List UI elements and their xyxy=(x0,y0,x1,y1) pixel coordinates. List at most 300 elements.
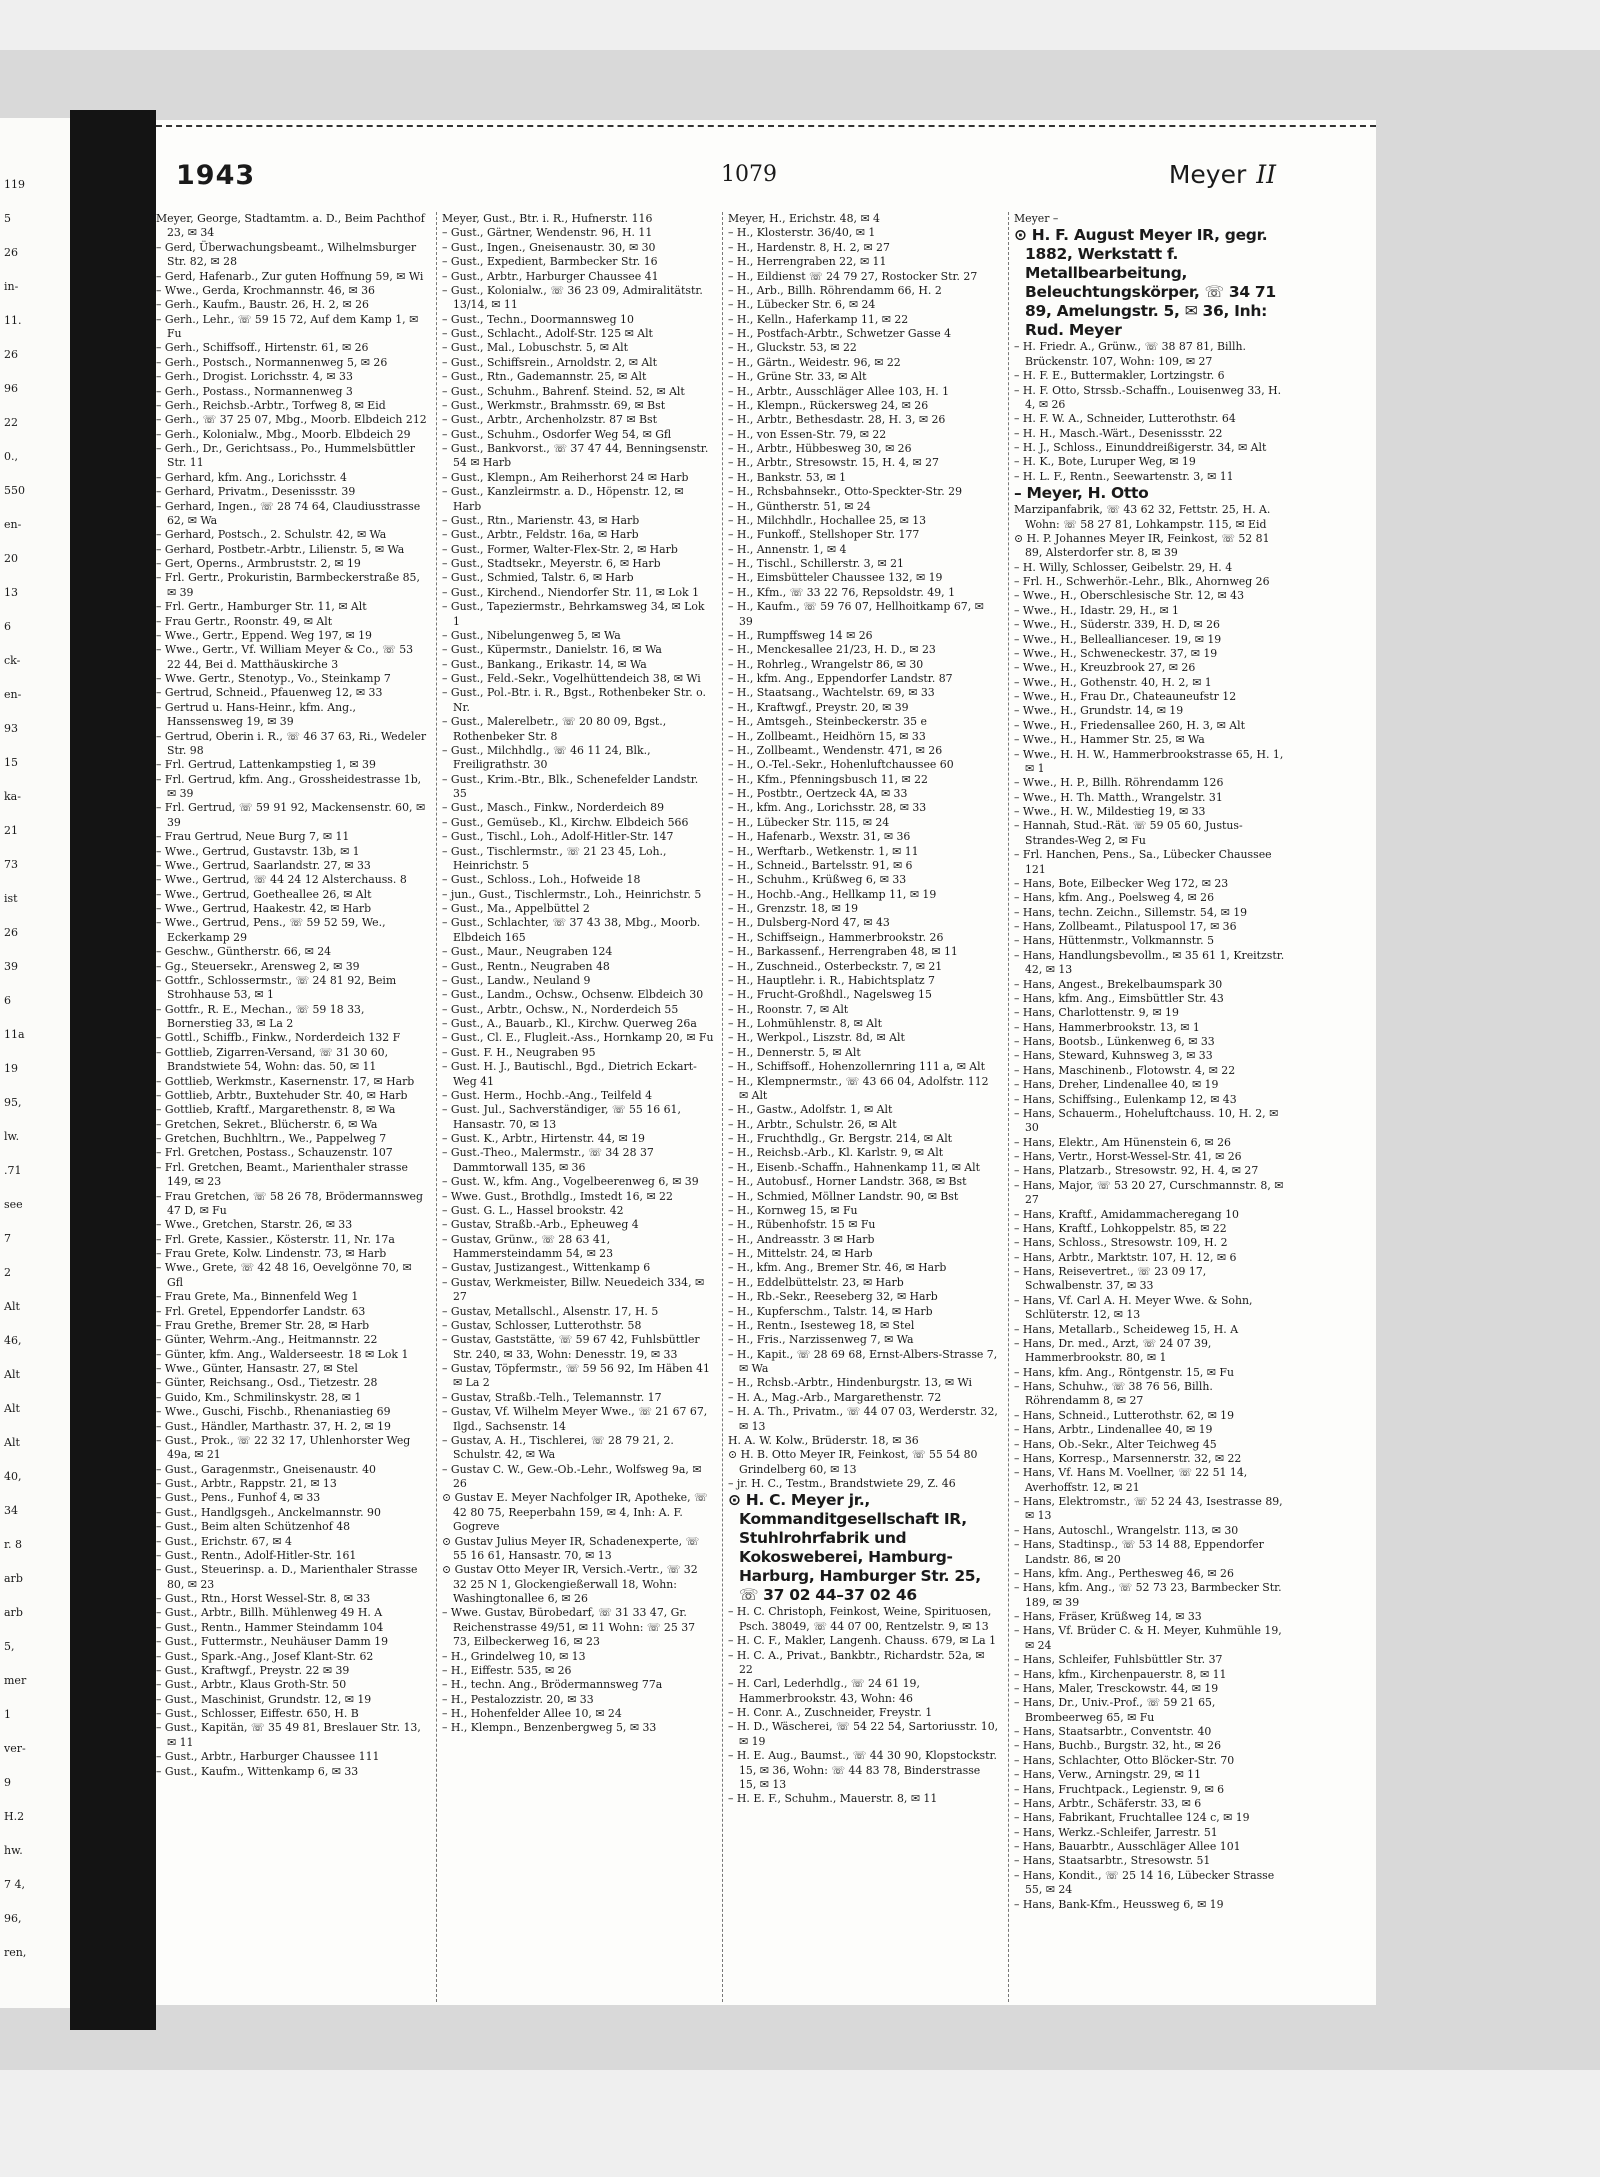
directory-entry: – Gertrud u. Hans-Heinr., kfm. Ang., Hanssensweg 19, ✉ 39 xyxy=(156,700,356,729)
page-year: 1943 xyxy=(176,160,256,191)
directory-entry: – H. Friedr. A., Grünw., ☏ 38 87 81, Billh. Brückenstr. 107, Wohn: 109, ✉ 27 xyxy=(1014,340,1246,368)
directory-entry: – H., Andreasstr. 3 ✉ Harb xyxy=(728,1232,875,1246)
directory-entry: – Gerh., Kolonialw., Mbg., Moorb. Elbdeich 29 xyxy=(156,427,411,441)
directory-entry: – Gustav, Vf. Wilhelm Meyer Wwe., ☏ 21 67 67, Ilgd., Sachsenstr. 14 xyxy=(442,1405,708,1433)
directory-entry: – Wwe., Guschi, Fischb., Rhenaniastieg 69 xyxy=(156,1405,391,1419)
directory-entry: – Gust., Kaufm., Wittenkamp 6, ✉ 33 xyxy=(156,1764,359,1778)
directory-entry: – Gust., Schlachter, ☏ 37 43 38, Mbg., Moorb. Elbdeich 165 xyxy=(442,916,701,944)
directory-entry: – Gust., Arbtr., Harburger Chaussee 41 xyxy=(442,269,659,283)
directory-entry: – Hans, kfm. Ang., Eimsbüttler Str. 43 xyxy=(1014,991,1224,1005)
directory-entry: – Hans, Vf. Brüder C. & H. Meyer, Kuhmühle 19, ✉ 24 xyxy=(1014,1624,1282,1652)
directory-entry: – Gust. Jul., Sachverständiger, ☏ 55 16 61, Hansastr. 70, ✉ 13 xyxy=(442,1103,681,1131)
directory-entry: – Gustav, Straßb.-Telh., Telemannstr. 17 xyxy=(442,1390,662,1404)
directory-entry: – H., Hauptlehr. i. R., Habichtsplatz 7 xyxy=(728,973,935,987)
directory-entry: – Gertrud, Oberin i. R., ☏ 46 37 63, Ri., Wedeler Str. 98 xyxy=(156,729,427,757)
directory-entry: – Gust., Spark.-Ang., Josef Klant-Str. 62 xyxy=(156,1649,374,1663)
directory-entry: – H., Werkpol., Liszstr. 8d, ✉ Alt xyxy=(728,1031,905,1045)
directory-entry: – Gustav, Metallschl., Alsenstr. 17, H. 5 xyxy=(442,1304,659,1318)
directory-entry: – H., Autobusf., Horner Landstr. 368, ✉ Bst xyxy=(728,1175,967,1189)
directory-entry: – Gottlieb, Werkmstr., Kasernenstr. 17, ✉ Harb xyxy=(156,1074,415,1088)
left-page-fragment: H.2 xyxy=(4,1810,25,1823)
directory-entry: – Hans, Ob.-Sekr., Alter Teichweg 45 xyxy=(1014,1437,1217,1451)
directory-entry: – H., Grüne Str. 33, ✉ Alt xyxy=(728,370,867,384)
directory-entry: – Hans, Angest., Brekelbaumspark 30 xyxy=(1014,977,1223,991)
directory-entry: – Gust., A., Bauarb., Kl., Kirchw. Querweg 26a xyxy=(442,1017,697,1030)
directory-entry: – Gert, Operns., Armbruststr. 2, ✉ 19 xyxy=(156,557,361,570)
left-page-fragment: ren, xyxy=(4,1946,27,1959)
left-page-fragment: 5 xyxy=(4,212,11,225)
left-page-fragment: 11. xyxy=(4,314,22,327)
directory-entry: – Frau Grethe, Bremer Str. 28, ✉ Harb xyxy=(156,1318,370,1332)
directory-entry: – H. H., Masch.-Wärt., Desenissstr. 22 xyxy=(1014,426,1223,440)
directory-entry: – Hans, Maler, Tresckowstr. 44, ✉ 19 xyxy=(1014,1681,1219,1695)
left-page-fragment: 26 xyxy=(4,926,18,939)
directory-entry: Meyer – xyxy=(1014,212,1059,225)
directory-entry: – H., Kelln., Haferkamp 11, ✉ 22 xyxy=(728,312,909,326)
directory-entry: – Hans, Staatsarbtr., Conventstr. 40 xyxy=(1014,1725,1212,1738)
page-number: 1079 xyxy=(721,162,777,187)
directory-entry: – Wwe., Gertrud, ☏ 44 24 12 Alsterchauss. 8 xyxy=(156,873,407,887)
page-header xyxy=(176,160,1276,200)
directory-entry: – Wwe., H., Süderstr. 339, H. D, ✉ 26 xyxy=(1014,618,1220,632)
directory-entry: – Frl. Gretchen, Postass., Schauzenstr. 107 xyxy=(156,1146,393,1160)
directory-entry: – Hans, Elektromstr., ☏ 52 24 43, Isestrasse 89, ✉ 13 xyxy=(1014,1495,1283,1523)
directory-entry: – H. E. F., Schuhm., Mauerstr. 8, ✉ 11 xyxy=(728,1792,938,1806)
directory-entry: – jr. H. C., Testm., Brandstwiete 29, Z. 46 xyxy=(728,1477,956,1490)
directory-entry: – H., Schneid., Bartelsstr. 91, ✉ 6 xyxy=(728,858,913,872)
column-divider xyxy=(722,212,723,2002)
directory-entry: – H., Herrengraben 22, ✉ 11 xyxy=(728,255,887,269)
left-page-fragment: 9 xyxy=(4,1776,11,1789)
directory-entry: – Gust., Mal., Lobuschstr. 5, ✉ Alt xyxy=(442,341,629,355)
directory-entry: – Gust., Arbtr., Feldstr. 16a, ✉ Harb xyxy=(442,528,639,542)
directory-entry: – Gust., Bankvorst., ☏ 37 47 44, Benningsenstr. 54 ✉ Harb xyxy=(442,442,709,470)
directory-entry: – Gust., Maur., Neugraben 124 xyxy=(442,945,613,959)
directory-entry: – H. K., Bote, Luruper Weg, ✉ 19 xyxy=(1014,455,1196,469)
directory-entry: – Hans, Verw., Arningstr. 29, ✉ 11 xyxy=(1014,1768,1202,1782)
directory-entry: – Gust., Rentn., Neugraben 48 xyxy=(442,959,610,973)
left-page-fragment: r. 8 xyxy=(4,1538,23,1551)
directory-entry: – Hans, kfm. Ang., Poelsweg 4, ✉ 26 xyxy=(1014,891,1214,905)
left-page-fragment: ist xyxy=(4,892,18,905)
directory-entry: – Frl. Gertr., Prokuristin, Barmbeckerstraße 85, ✉ 39 xyxy=(156,571,420,599)
directory-entry: – Gottlieb, Zigarren-Versand, ☏ 31 30 60, Brandstwiete 54, Wohn: das. 50, ✉ 11 xyxy=(156,1045,389,1074)
directory-entry: – H. A., Mag.-Arb., Margarethenstr. 72 xyxy=(728,1390,942,1404)
left-page-fragment: 7 xyxy=(4,1232,11,1245)
left-page-fragment: 0., xyxy=(4,450,18,463)
directory-entry: – Hans, Major, ☏ 53 20 27, Curschmannstr. 8, ✉ 27 xyxy=(1014,1178,1284,1207)
left-page-fragment: 96, xyxy=(4,1912,22,1925)
column-divider xyxy=(1008,212,1009,2002)
directory-entry: – H., Fris., Narzissenweg 7, ✉ Wa xyxy=(728,1333,914,1347)
directory-entry: – Hans, Buchb., Burgstr. 32, ht., ✉ 26 xyxy=(1014,1739,1222,1753)
directory-entry: – Gustav, Werkmeister, Billw. Neuedeich 334, ✉ 27 xyxy=(442,1275,705,1304)
running-title xyxy=(1169,160,1276,189)
directory-entry: – H. C. A., Privat., Bankbtr., Richardstr. 52a, ✉ 22 xyxy=(728,1648,985,1676)
directory-entry: – Gustav, Grünw., ☏ 28 63 41, Hammersteindamm 54, ✉ 23 xyxy=(442,1232,614,1260)
scan-margin-bottom xyxy=(0,2070,1600,2177)
directory-entry: – Wwe., Gertr., Eppend. Weg 197, ✉ 19 xyxy=(156,628,372,642)
directory-entry: – H., Eiffestr. 535, ✉ 26 xyxy=(442,1663,572,1677)
directory-entry: – H., Kornweg 15, ✉ Fu xyxy=(728,1203,858,1217)
left-page-fragment: 21 xyxy=(4,824,18,837)
directory-entry: – H., Staatsang., Wachtelstr. 69, ✉ 33 xyxy=(728,686,935,700)
directory-entry: – H., O.-Tel.-Sekr., Hohenluftchaussee 60 xyxy=(728,758,954,772)
directory-entry: – Wwe. Gertr., Stenotyp., Vo., Steinkamp 7 xyxy=(156,672,391,685)
directory-entry: – Wwe. Gustav, Bürobedarf, ☏ 31 33 47, Gr. Reichenstrasse 49/51, ✉ 11 Wohn: ☏ 25 37 73, Eilbeckerweg 16, ✉ 23 xyxy=(442,1606,696,1649)
directory-entry: – Wwe., H. P., Billh. Röhrendamm 126 xyxy=(1014,776,1224,790)
left-page-fragment: Alt xyxy=(4,1300,20,1313)
directory-entry: – H. F. E., Buttermakler, Lortzingstr. 6 xyxy=(1014,369,1225,383)
directory-entry: – Frl. H., Schwerhör.-Lehr., Blk., Ahornweg 26 xyxy=(1014,575,1270,588)
directory-entry: – H., Rchsb.-Arbtr., Hindenburgstr. 13, ✉ Wi xyxy=(728,1376,972,1390)
directory-entry: – Geschw., Güntherstr. 66, ✉ 24 xyxy=(156,945,332,959)
directory-entry: – H., Arbtr., Schulstr. 26, ✉ Alt xyxy=(728,1117,897,1131)
directory-entry: – Hans, Kondit., ☏ 25 14 16, Lübecker Strasse 55, ✉ 24 xyxy=(1014,1868,1275,1897)
left-page-fragment: 39 xyxy=(4,960,18,973)
directory-entry: – H. Willy, Schlosser, Geibelstr. 29, H. 4 xyxy=(1014,560,1233,574)
directory-entry: – Wwe., H. H. W., Hammerbrookstrasse 65, H. 1, ✉ 1 xyxy=(1014,747,1284,775)
directory-entry: – H., Klempn., Benzenbergweg 5, ✉ 33 xyxy=(442,1721,657,1735)
directory-entry: – H., kfm. Ang., Lorichsstr. 28, ✉ 33 xyxy=(728,801,927,815)
directory-entry: – Hans, Schuhw., ☏ 38 76 56, Billh. Röhrendamm 8, ✉ 27 xyxy=(1014,1380,1213,1408)
directory-entry: ⊙ H. C. Meyer jr., Kommanditgesellschaft IR, Stuhlrohrfabrik und Kokosweberei, Hamburg-Harburg, Hamburger Str. 25, ☏ 37 02 44–37 02 46 xyxy=(728,1491,981,1605)
directory-entry: – Hans, Arbtr., Schäferstr. 33, ✉ 6 xyxy=(1014,1796,1202,1810)
directory-entry: – H., kfm. Ang., Bremer Str. 46, ✉ Harb xyxy=(728,1261,947,1275)
directory-entry: – Gottfr., Schlossermstr., ☏ 24 81 92, Beim Strohhause 53, ✉ 1 xyxy=(156,973,397,1002)
directory-entry: – Gerd, Hafenarb., Zur guten Hoffnung 59, ✉ Wi xyxy=(156,269,424,283)
directory-entry: – Hans, Platzarb., Stresowstr. 92, H. 4, ✉ 27 xyxy=(1014,1164,1259,1178)
left-page-fragment: 26 xyxy=(4,348,18,361)
directory-entry: – H., Bankstr. 53, ✉ 1 xyxy=(728,470,847,484)
directory-entry: – Hans, Schiffsing., Eulenkamp 12, ✉ 43 xyxy=(1014,1092,1237,1106)
left-page-fragment: 15 xyxy=(4,756,18,769)
directory-entry: – Gertrud, Schneid., Pfauenweg 12, ✉ 33 xyxy=(156,686,383,700)
directory-entry: – Gust., Rtn., Marienstr. 43, ✉ Harb xyxy=(442,513,640,527)
directory-entry: – Gust., Schloss., Loh., Hofweide 18 xyxy=(442,873,641,887)
directory-entry: – Hans, Elektr., Am Hünenstein 6, ✉ 26 xyxy=(1014,1135,1231,1149)
directory-entry: – Wwe., H., Friedensallee 260, H. 3, ✉ Alt xyxy=(1014,718,1245,732)
page-top-rule xyxy=(156,125,1376,127)
directory-entry: – Gust., Landm., Ochsw., Ochsenw. Elbdeich 30 xyxy=(442,988,704,1002)
directory-entry: – Hans, Metallarb., Scheideweg 15, H. A xyxy=(1014,1322,1239,1336)
directory-entry: – Gust., Steuerinsp. a. D., Marienthaler Strasse 80, ✉ 23 xyxy=(156,1563,418,1591)
left-page-fragment: .71 xyxy=(4,1164,22,1177)
directory-entry: – Gust., Arbtr., Billh. Mühlenweg 49 H. A xyxy=(156,1606,383,1620)
directory-entry: – Gerhard, Privatm., Desenissstr. 39 xyxy=(156,485,356,499)
directory-entry: – Hans, Bote, Eilbecker Weg 172, ✉ 23 xyxy=(1014,876,1229,890)
directory-entry: – H., Schmied, Möllner Landstr. 90, ✉ Bst xyxy=(728,1189,959,1203)
directory-entry: – Hannah, Stud.-Rät. ☏ 59 05 60, Justus-Strandes-Weg 2, ✉ Fu xyxy=(1014,819,1243,847)
directory-entry: – Hans, Schauerm., Hoheluftchauss. 10, H. 2, ✉ 30 xyxy=(1014,1106,1279,1135)
directory-entry: – Gust., Garagenmstr., Gneisenaustr. 40 xyxy=(156,1462,376,1476)
directory-entry: – H., Rentn., Isesteweg 18, ✉ Stel xyxy=(728,1318,915,1332)
directory-entry: – Hans, techn. Zeichn., Sillemstr. 54, ✉ 19 xyxy=(1014,905,1248,919)
directory-entry: – H., Rb.-Sekr., Reeseberg 32, ✉ Harb xyxy=(728,1290,938,1304)
directory-entry: – H., Klosterstr. 36/40, ✉ 1 xyxy=(728,226,876,240)
directory-entry: – Gust., Händler, Marthastr. 37, H. 2, ✉ 19 xyxy=(156,1419,391,1433)
directory-entry: – Gust., Schmied, Talstr. 6, ✉ Harb xyxy=(442,571,634,585)
directory-entry: – H., Roonstr. 7, ✉ Alt xyxy=(728,1002,849,1016)
left-page-fragment: arb xyxy=(4,1606,23,1619)
directory-entry: – Gust., Rentn., Adolf-Hitler-Str. 161 xyxy=(156,1548,357,1562)
directory-entry: – Gerh., ☏ 37 25 07, Mbg., Moorb. Elbdeich 212 xyxy=(156,413,427,427)
left-page-fragment: see xyxy=(4,1198,23,1211)
directory-entry: – Gerh., Lehr., ☏ 59 15 72, Auf dem Kamp 1, ✉ Fu xyxy=(156,312,419,340)
directory-entry: – Gerhard, kfm. Ang., Lorichsstr. 4 xyxy=(156,470,347,484)
directory-entry: – H., Hardenstr. 8, H. 2, ✉ 27 xyxy=(728,240,890,254)
directory-entry: – H., Eildienst ☏ 24 79 27, Rostocker Str. 27 xyxy=(728,269,978,283)
directory-entry: – Gerh., Drogist. Lorichsstr. 4, ✉ 33 xyxy=(156,370,353,384)
directory-entry: – Hans, Dr. med., Arzt, ☏ 24 07 39, Hammerbrookstr. 80, ✉ 1 xyxy=(1014,1336,1212,1365)
directory-entry: – H., Gluckstr. 53, ✉ 22 xyxy=(728,341,857,355)
directory-entry: – Wwe., H., Belleallianceser. 19, ✉ 19 xyxy=(1014,632,1222,646)
directory-entry: – Hans, Handlungsbevollm., ✉ 35 61 1, Kreitzstr. 42, ✉ 13 xyxy=(1014,948,1285,977)
left-page-fragment: ver- xyxy=(4,1742,26,1755)
directory-entry: – H., Zollbeamt., Wendenstr. 471, ✉ 26 xyxy=(728,743,943,757)
directory-entry: – Frl. Gertrud, kfm. Ang., Grossheidestrasse 1b, ✉ 39 xyxy=(156,772,422,800)
directory-entry: – Gust., Stadtsekr., Meyerstr. 6, ✉ Harb xyxy=(442,557,661,570)
directory-entry: – Hans, kfm. Ang., Röntgenstr. 15, ✉ Fu xyxy=(1014,1365,1234,1379)
directory-entry: – Gust., Werkmstr., Brahmsstr. 69, ✉ Bst xyxy=(442,398,666,412)
directory-entry: – H., Arbtr., Stresowstr. 15, H. 4, ✉ 27 xyxy=(728,456,939,470)
directory-entry: – Gust., Klempn., Am Reiherhorst 24 ✉ Harb xyxy=(442,470,689,484)
directory-entry: – Gust., Nibelungenweg 5, ✉ Wa xyxy=(442,628,621,642)
directory-entry: – Gustav, Straßb.-Arb., Epheuweg 4 xyxy=(442,1218,639,1232)
directory-entry: – Gust., Schlosser, Eiffestr. 650, H. B xyxy=(156,1707,359,1720)
directory-entry: – Frau Gertr., Roonstr. 49, ✉ Alt xyxy=(156,614,333,628)
directory-entry: – Gretchen, Sekret., Blücherstr. 6, ✉ Wa xyxy=(156,1117,378,1131)
directory-entry: – Gust., Kanzleirmstr. a. D., Höpenstr. 12, ✉ Harb xyxy=(442,485,684,513)
directory-entry: – Gerh., Postsch., Normannenweg 5, ✉ 26 xyxy=(156,355,388,369)
directory-entry: – Gust. Herm., Hochb.-Ang., Teilfeld 4 xyxy=(442,1088,653,1102)
directory-entry: – Wwe., Gertrud, Haakestr. 42, ✉ Harb xyxy=(156,902,372,915)
directory-entry: – Gust., Erichstr. 67, ✉ 4 xyxy=(156,1534,292,1548)
left-page-fragment: Alt xyxy=(4,1402,20,1415)
column-3 xyxy=(728,212,1000,1807)
directory-entry: – Gust.-Theo., Malermstr., ☏ 34 28 37 Dammtorwall 135, ✉ 36 xyxy=(442,1146,654,1174)
left-page-fragment: in- xyxy=(4,280,19,293)
directory-entry: – H. F. Otto, Strssb.-Schaffn., Louisenweg 33, H. 4, ✉ 26 xyxy=(1014,383,1282,411)
directory-entry: – Hans, kfm. Ang., ☏ 52 73 23, Barmbecker Str. 189, ✉ 39 xyxy=(1014,1581,1282,1609)
directory-entry: – Wwe., Gertrud, Gustavstr. 13b, ✉ 1 xyxy=(156,844,360,858)
directory-entry: – Gottlieb, Arbtr., Buxtehuder Str. 40, ✉ Harb xyxy=(156,1088,408,1102)
left-page-fragment: 93 xyxy=(4,722,18,735)
directory-entry: – Gust. W., kfm. Ang., Vogelbeerenweg 6, ✉ 39 xyxy=(442,1175,699,1189)
directory-entry: – Gottl., Schiffb., Finkw., Norderdeich 132 F xyxy=(156,1031,401,1045)
directory-entry: – Gustav, Schlosser, Lutterothstr. 58 xyxy=(442,1318,642,1332)
directory-entry: – H., Arb., Billh. Röhrendamm 66, H. 2 xyxy=(728,283,942,297)
column-1 xyxy=(156,212,428,1779)
directory-entry: – Gust., Milchhdlg., ☏ 46 11 24, Blk., Freiligrathstr. 30 xyxy=(442,743,651,772)
directory-entry: – Gust., Tapeziermstr., Behrkamsweg 34, ✉ Lok 1 xyxy=(442,600,705,628)
directory-entry: – Gustav, A. H., Tischlerei, ☏ 28 79 21, 2. Schulstr. 42, ✉ Wa xyxy=(442,1433,674,1462)
directory-entry: – Wwe., Grete, ☏ 42 48 16, Oevelgönne 70, ✉ Gfl xyxy=(156,1261,412,1289)
left-page-fragment: 7 4, xyxy=(4,1878,25,1891)
directory-entry: – H., Kfm., ☏ 33 22 76, Repsoldstr. 49, 1 xyxy=(728,585,955,599)
directory-entry: – Frl. Gertrud, Lattenkampstieg 1, ✉ 39 xyxy=(156,758,376,772)
directory-entry: – Gust., Kraftwgf., Preystr. 22 ✉ 39 xyxy=(156,1663,350,1677)
directory-entry: – Wwe., Gertrud, Saarlandstr. 27, ✉ 33 xyxy=(156,858,371,872)
directory-entry: – H., Pestalozzistr. 20, ✉ 33 xyxy=(442,1692,594,1706)
directory-entry: – Wwe., H. W., Mildestieg 19, ✉ 33 xyxy=(1014,805,1206,818)
directory-entry: – Hans, Dreher, Lindenallee 40, ✉ 19 xyxy=(1014,1078,1219,1092)
directory-entry: – Wwe., Gertr., Vf. William Meyer & Co., ☏ 53 22 44, Bei d. Matthäuskirche 3 xyxy=(156,643,414,671)
directory-entry: – Gust., Gemüseb., Kl., Kirchw. Elbdeich 566 xyxy=(442,815,689,829)
left-page-fragment: 119 xyxy=(4,178,25,191)
directory-entry: – Gerh., Dr., Gerichtsass., Po., Hummelsbüttler Str. 11 xyxy=(156,442,415,470)
directory-entry: – Gerh., Reichsb.-Arbtr., Torfweg 8, ✉ Eid xyxy=(156,398,386,412)
directory-entry: – Gustav, Justizangest., Wittenkamp 6 xyxy=(442,1261,651,1275)
directory-entry: – Hans, Zollbeamt., Pilatuspool 17, ✉ 36 xyxy=(1014,920,1237,933)
directory-entry: – Gust., Arbtr., Harburger Chaussee 111 xyxy=(156,1750,380,1764)
directory-entry: – Gust., Bankang., Erikastr. 14, ✉ Wa xyxy=(442,657,647,671)
directory-entry: ⊙ H. B. Otto Meyer IR, Feinkost, ☏ 55 54 80 Grindelberg 60, ✉ 13 xyxy=(728,1448,978,1476)
directory-entry: – Gerh., Kaufm., Baustr. 26, H. 2, ✉ 26 xyxy=(156,298,369,312)
directory-entry: – Hans, Hammerbrookstr. 13, ✉ 1 xyxy=(1014,1020,1200,1034)
directory-entry: – Gust., Futtermstr., Neuhäuser Damm 19 xyxy=(156,1635,389,1649)
directory-entry: – Hans, kfm. Ang., Perthesweg 46, ✉ 26 xyxy=(1014,1566,1234,1580)
left-page-fragment: 95, xyxy=(4,1096,22,1109)
directory-entry: – Wwe., H., Kreuzbrook 27, ✉ 26 xyxy=(1014,661,1196,675)
directory-entry: – Meyer, H. Otto xyxy=(1014,484,1149,503)
directory-entry: Meyer, H., Erichstr. 48, ✉ 4 xyxy=(728,212,880,225)
directory-entry: – Wwe., H., Schweneckestr. 37, ✉ 19 xyxy=(1014,646,1218,660)
left-page-fragment: 34 xyxy=(4,1504,18,1517)
directory-entry: – H., Kraftwgf., Preystr. 20, ✉ 39 xyxy=(728,700,909,714)
directory-entry: ⊙ H. P. Johannes Meyer IR, Feinkost, ☏ 52 81 89, Alsterdorfer str. 8, ✉ 39 xyxy=(1014,531,1270,560)
directory-entry: – Gust. K., Arbtr., Hirtenstr. 44, ✉ 19 xyxy=(442,1132,645,1145)
directory-entry: – Hans, Bauarbtr., Ausschläger Allee 101 xyxy=(1014,1840,1241,1853)
directory-entry: – H., kfm. Ang., Eppendorfer Landstr. 87 xyxy=(728,672,953,685)
directory-entry: – H. F. W. A., Schneider, Lutterothstr. 64 xyxy=(1014,412,1236,426)
directory-entry: – Hans, kfm., Kirchenpauerstr. 8, ✉ 11 xyxy=(1014,1667,1227,1681)
directory-entry: – Hans, Reisevertret., ☏ 23 09 17, Schwalbenstr. 37, ✉ 33 xyxy=(1014,1265,1207,1293)
directory-entry: – H., Eddelbüttelstr. 23, ✉ Harb xyxy=(728,1275,904,1289)
directory-entry: Marzipanfabrik, ☏ 43 62 32, Fettstr. 25, H. A. Wohn: ☏ 58 27 81, Lohkampstr. 115, ✉ Eid xyxy=(1014,503,1271,531)
directory-entry: – Gust., Schuhm., Bahrenf. Steind. 52, ✉ Alt xyxy=(442,384,685,398)
directory-entry: ⊙ H. F. August Meyer IR, gegr. 1882, Werkstatt f. Metallbearbeitung, Beleuchtungskörper, ☏ 34 71 89, Amelungstr. 5, ✉ 36, Inh: Rud. Meyer xyxy=(1014,226,1276,340)
directory-entry: – Gottfr., R. E., Mechan., ☏ 59 18 33, Bornerstieg 33, ✉ La 2 xyxy=(156,1002,365,1030)
directory-entry: – H., Kfm., Pfenningsbusch 11, ✉ 22 xyxy=(728,772,928,786)
directory-entry: – Gust., Rtn., Horst Wessel-Str. 8, ✉ 33 xyxy=(156,1592,371,1605)
directory-entry: – Wwe., H., Frau Dr., Chateauneufstr 12 xyxy=(1014,690,1237,703)
directory-entry: – Frl. Gretel, Eppendorfer Landstr. 63 xyxy=(156,1304,366,1318)
directory-entry: – H. L. F., Rentn., Seewartenstr. 3, ✉ 11 xyxy=(1014,469,1234,483)
directory-entry: – H., Rchsbahnsekr., Otto-Speckter-Str. 29 xyxy=(728,485,963,499)
directory-entry: – Hans, Vertr., Horst-Wessel-Str. 41, ✉ 26 xyxy=(1014,1150,1242,1163)
directory-entry: – Wwe., Gretchen, Starstr. 26, ✉ 33 xyxy=(156,1218,353,1232)
directory-entry: – Hans, Charlottenstr. 9, ✉ 19 xyxy=(1014,1006,1179,1020)
directory-entry: – Gust., Arbtr., Klaus Groth-Str. 50 xyxy=(156,1678,347,1692)
directory-entry: – Gust., Prok., ☏ 22 32 17, Uhlenhorster Weg 49a, ✉ 21 xyxy=(156,1433,411,1462)
directory-entry: – Günter, Reichsang., Osd., Tietzestr. 28 xyxy=(156,1376,378,1390)
directory-entry: – H., von Essen-Str. 79, ✉ 22 xyxy=(728,427,887,441)
directory-entry: – Günter, kfm. Ang., Walderseestr. 18 ✉ Lok 1 xyxy=(156,1347,409,1361)
directory-entry: – Wwe., Günter, Hansastr. 27, ✉ Stel xyxy=(156,1362,358,1375)
directory-entry: – Frl. Gertr., Hamburger Str. 11, ✉ Alt xyxy=(156,600,367,614)
left-page-edge xyxy=(0,118,70,2008)
directory-entry: – Gust. H. J., Bautischl., Bgd., Dietrich Eckart-Weg 41 xyxy=(442,1060,697,1088)
directory-entry: – Gust., Rtn., Gademannstr. 25, ✉ Alt xyxy=(442,370,647,384)
directory-entry: – Hans, Schneid., Lutterothstr. 62, ✉ 19 xyxy=(1014,1408,1235,1422)
directory-entry: – H., Schiffseign., Hammerbrookstr. 26 xyxy=(728,930,944,944)
left-page-fragment: 550 xyxy=(4,484,25,497)
directory-entry: – H., Arbtr., Ausschläger Allee 103, H. 1 xyxy=(728,384,950,398)
left-page-fragment: 96 xyxy=(4,382,18,395)
directory-entry: – Gust., Techn., Doormannsweg 10 xyxy=(442,312,634,326)
left-page-fragment: mer xyxy=(4,1674,27,1687)
left-page-fragment: 22 xyxy=(4,416,18,429)
directory-entry: – H., Annenstr. 1, ✉ 4 xyxy=(728,542,847,556)
directory-entry: – Hans, Kraftf., Amidammacheregang 10 xyxy=(1014,1207,1239,1221)
directory-entry: – Gust., Ma., Appelbüttel 2 xyxy=(442,902,590,915)
directory-entry: – H., Werftarb., Wetkenstr. 1, ✉ 11 xyxy=(728,844,919,858)
directory-entry: – H., Schuhm., Krüßweg 6, ✉ 33 xyxy=(728,873,907,887)
directory-entry: – Wwe., Gertrud, Goetheallee 26, ✉ Alt xyxy=(156,887,372,901)
left-page-fragment: en- xyxy=(4,688,22,701)
directory-entry: ⊙ Gustav E. Meyer Nachfolger IR, Apotheke, ☏ 42 80 75, Reeperbahn 159, ✉ 4, Inh: A. F. Gogreve xyxy=(442,1491,708,1534)
directory-entry: – H., Arbtr., Hübbesweg 30, ✉ 26 xyxy=(728,442,912,455)
running-section: II xyxy=(1256,160,1276,189)
directory-entry: – Hans, Hüttenmstr., Volkmannstr. 5 xyxy=(1014,934,1215,948)
directory-entry: – Hans, Maschinenb., Flotowstr. 4, ✉ 22 xyxy=(1014,1063,1236,1077)
directory-entry: – H., Lübecker Str. 6, ✉ 24 xyxy=(728,298,876,312)
directory-entry: – Gustav, Gaststätte, ☏ 59 67 42, Fuhlsbüttler Str. 240, ✉ 33, Wohn: Denesstr. 19, ✉ 33 xyxy=(442,1333,700,1361)
directory-entry: – Wwe., H., Idastr. 29, H., ✉ 1 xyxy=(1014,603,1179,617)
directory-entry: – H., Lohmühlenstr. 8, ✉ Alt xyxy=(728,1017,882,1030)
directory-entry: – H., Reichsb.-Arb., Kl. Karlstr. 9, ✉ Alt xyxy=(728,1146,944,1160)
directory-entry: ⊙ Gustav Julius Meyer IR, Schadenexperte, ☏ 55 16 61, Hansastr. 70, ✉ 13 xyxy=(442,1534,700,1562)
directory-entry: – H. C. Christoph, Feinkost, Weine, Spirituosen, Psch. 38049, ☏ 44 07 00, Rentzelstr. 9, ✉ 13 xyxy=(728,1605,992,1633)
directory-entry: – Hans, Vf. Hans M. Voellner, ☏ 22 51 14, Averhoffstr. 12, ✉ 21 xyxy=(1014,1466,1248,1494)
directory-entry: – Gust., Landw., Neuland 9 xyxy=(442,973,591,987)
directory-entry: – H., Rübenhofstr. 15 ✉ Fu xyxy=(728,1218,876,1232)
running-surname: Meyer xyxy=(1168,160,1247,189)
directory-entry: – Gust., Kapitän, ☏ 35 49 81, Breslauer Str. 13, ✉ 11 xyxy=(156,1721,421,1749)
directory-entry: – H., Mittelstr. 24, ✉ Harb xyxy=(728,1247,873,1260)
directory-entry: – Gust., Ingen., Gneisenaustr. 30, ✉ 30 xyxy=(442,240,656,254)
directory-entry: – Gust., Tischlermstr., ☏ 21 23 45, Loh., Heinrichstr. 5 xyxy=(442,844,667,872)
directory-entry: – Gust., Tischl., Loh., Adolf-Hitler-Str. 147 xyxy=(442,830,674,844)
directory-entry: – H., Postfach-Arbtr., Schwetzer Gasse 4 xyxy=(728,327,952,340)
directory-entry: – H., Kapit., ☏ 28 69 68, Ernst-Albers-Strasse 7, ✉ Wa xyxy=(728,1347,998,1375)
directory-entry: – Hans, Schleifer, Fuhlsbüttler Str. 37 xyxy=(1014,1653,1223,1667)
left-page-fragment: 40, xyxy=(4,1470,22,1483)
directory-entry: – Wwe., H., Oberschlesische Str. 12, ✉ 43 xyxy=(1014,589,1244,603)
directory-entry: – H. Conr. A., Zuschneider, Freystr. 1 xyxy=(728,1706,933,1719)
directory-entry: ⊙ Gustav Otto Meyer IR, Versich.-Vertr., ☏ 32 32 25 N 1, Glockengießerwall 18, Wohn: Washingtonallee 6, ✉ 26 xyxy=(442,1563,698,1605)
directory-entry: – Gottlieb, Kraftf., Margarethenstr. 8, ✉ Wa xyxy=(156,1103,396,1117)
left-page-fragment: 1 xyxy=(4,1708,11,1721)
directory-entry: – Wwe., H., Hammer Str. 25, ✉ Wa xyxy=(1014,733,1205,747)
left-page-fragment: arb xyxy=(4,1572,23,1585)
directory-entry: – H., Funkoff., Stellshoper Str. 177 xyxy=(728,528,920,542)
directory-entry: – Gust., Küpermstr., Danielstr. 16, ✉ Wa xyxy=(442,643,662,657)
directory-entry: – Gretchen, Buchhltrn., We., Pappelweg 7 xyxy=(156,1132,387,1145)
directory-entry: – Günter, Wehrm.-Ang., Heitmannstr. 22 xyxy=(156,1333,378,1347)
directory-entry: – Gust. F. H., Neugraben 95 xyxy=(442,1045,596,1059)
directory-entry: – Hans, Werkz.-Schleifer, Jarrestr. 51 xyxy=(1014,1825,1218,1839)
left-page-fragment: hw. xyxy=(4,1844,23,1857)
left-page-fragment: 46, xyxy=(4,1334,22,1347)
book-gutter xyxy=(70,110,156,2030)
directory-entry: – H. A. Th., Privatm., ☏ 44 07 03, Werderstr. 32, ✉ 13 xyxy=(728,1405,998,1433)
directory-entry: – Hans, Fruchtpack., Legienstr. 9, ✉ 6 xyxy=(1014,1782,1225,1796)
directory-entry: – H., Grenzstr. 18, ✉ 19 xyxy=(728,902,859,915)
column-divider xyxy=(436,212,437,2002)
directory-entry: – H., techn. Ang., Brödermannsweg 77a xyxy=(442,1678,663,1692)
